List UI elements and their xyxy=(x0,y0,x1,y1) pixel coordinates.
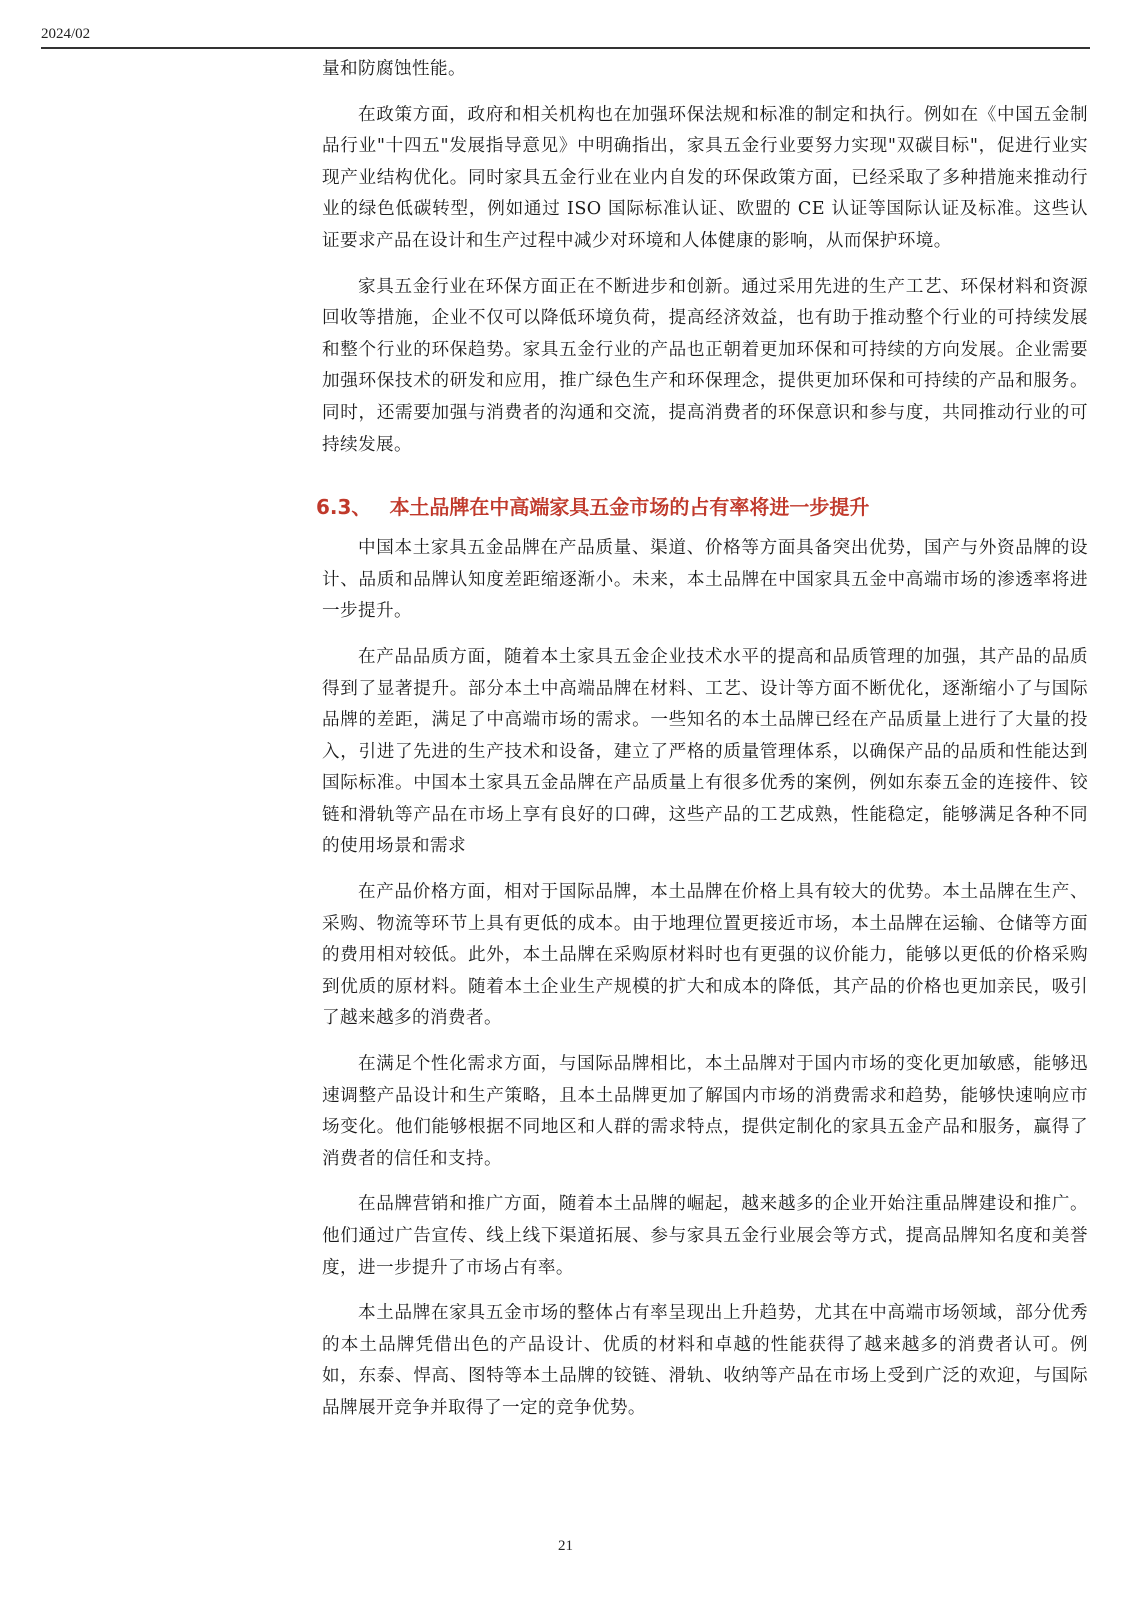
paragraph: 在政策方面，政府和相关机构也在加强环保法规和标准的制定和执行。例如在《中国五金制品行业"十四五"发展指导意见》中明确指出，家具五金行业要努力实现"双碳目标"，促进行业实现产业结构优化。同时家具五金行业在业内自发的环保政策方面，已经采取了多种措施来推动行业的绿色低碳转型，例如通过 ISO 国际标准认证、欧盟的 CE 认证等国际认证及标准。这些认证要求产品在设计和生产过程中减少对环境和人体健康的影响，从而保护环境。 xyxy=(322,104,1088,251)
paragraph: 在品牌营销和推广方面，随着本土品牌的崛起，越来越多的企业开始注重品牌建设和推广。他们通过广告宣传、线上线下渠道拓展、参与家具五金行业展会等方式，提高品牌知名度和美誉度，进一步提升了市场占有率。 xyxy=(322,1194,1088,1278)
paragraph-continued: 量和防腐蚀性能。 xyxy=(322,59,466,79)
section-title: 本土品牌在中高端家具五金市场的占有率将进一步提升 xyxy=(389,495,870,520)
page-body xyxy=(316,54,1088,1425)
section-heading xyxy=(316,491,1088,523)
section-number: 6.3、 xyxy=(316,495,372,520)
paragraph: 在产品品质方面，随着本土家具五金企业技术水平的提高和品质管理的加强，其产品的品质得到了显著提升。部分本土中高端品牌在材料、工艺、设计等方面不断优化，逐渐缩小了与国际品牌的差距，满足了中高端市场的需求。一些知名的本土品牌已经在产品质量上进行了大量的投入，引进了先进的生产技术和设备，建立了严格的质量管理体系，以确保产品的品质和性能达到国际标准。中国本土家具五金品牌在产品质量上有很多优秀的案例，例如东泰五金的连接件、铰链和滑轨等产品在市场上享有良好的口碑，这些产品的工艺成熟，性能稳定，能够满足各种不同的使用场景和需求 xyxy=(322,646,1088,857)
header-date: 2024/02 xyxy=(41,26,91,42)
paragraph: 中国本土家具五金品牌在产品质量、渠道、价格等方面具备突出优势，国产与外资品牌的设计、品质和品牌认知度差距缩逐渐小。未来，本土品牌在中国家具五金中高端市场的渗透率将进一步提升。 xyxy=(322,538,1088,622)
page-number: 21 xyxy=(558,1538,573,1554)
paragraph: 本土品牌在家具五金市场的整体占有率呈现出上升趋势，尤其在中高端市场领域，部分优秀的本土品牌凭借出色的产品设计、优质的材料和卓越的性能获得了越来越多的消费者认可。例如，东泰、悍高、图特等本土品牌的铰链、滑轨、收纳等产品在市场上受到广泛的欢迎，与国际品牌展开竞争并取得了一定的竞争优势。 xyxy=(322,1303,1088,1418)
paragraph: 在产品价格方面，相对于国际品牌，本土品牌在价格上具有较大的优势。本土品牌在生产、采购、物流等环节上具有更低的成本。由于地理位置更接近市场，本土品牌在运输、仓储等方面的费用相对较低。此外，本土品牌在采购原材料时也有更强的议价能力，能够以更低的价格采购到优质的原材料。随着本土企业生产规模的扩大和成本的降低，其产品的价格也更加亲民，吸引了越来越多的消费者。 xyxy=(322,882,1088,1029)
paragraph: 在满足个性化需求方面，与国际品牌相比，本土品牌对于国内市场的变化更加敏感，能够迅速调整产品设计和生产策略，且本土品牌更加了解国内市场的消费需求和趋势，能够快速响应市场变化。他们能够根据不同地区和人群的需求特点，提供定制化的家具五金产品和服务，赢得了消费者的信任和支持。 xyxy=(322,1054,1088,1169)
header-divider xyxy=(41,47,1090,49)
paragraph: 家具五金行业在环保方面正在不断进步和创新。通过采用先进的生产工艺、环保材料和资源回收等措施，企业不仅可以降低环境负荷，提高经济效益，也有助于推动整个行业的可持续发展和整个行业的环保趋势。家具五金行业的产品也正朝着更加环保和可持续的方向发展。企业需要加强环保技术的研发和应用，推广绿色生产和环保理念，提供更加环保和可持续的产品和服务。同时，还需要加强与消费者的沟通和交流，提高消费者的环保意识和参与度，共同推动行业的可持续发展。 xyxy=(322,276,1088,455)
